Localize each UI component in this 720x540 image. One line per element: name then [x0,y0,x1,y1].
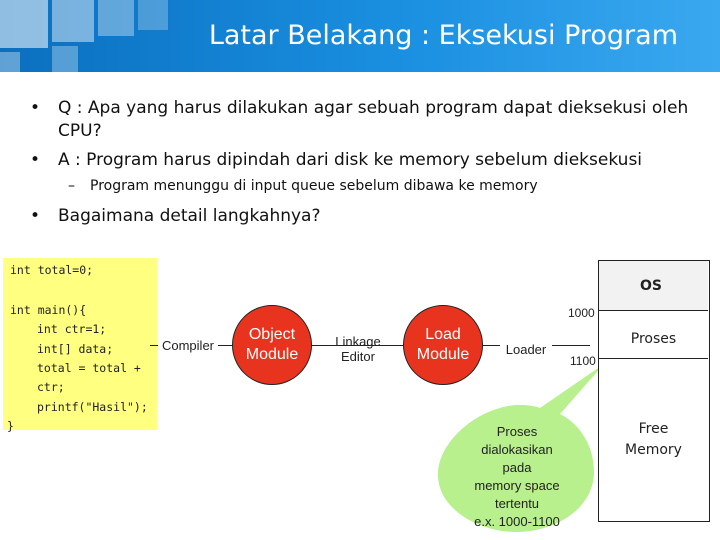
callout-line: e.x. 1000-1100 [474,514,560,529]
code-line: printf("Hasil"); [37,400,148,414]
bullet-answer-text: A : Program harus dipindah dari disk ke memory sebelum dieksekusi [58,150,643,170]
sub-bullet-text: Program menunggu di input queue sebelum dibawa ke memory [90,178,538,194]
slide-title: Latar Belakang : Eksekusi Program [208,20,678,51]
code-line: ctr; [37,380,65,394]
callout-line: tertentu [494,496,540,511]
callout-line: Proses [496,424,538,439]
free-label-2: Memory [625,442,682,458]
address-start-label: 1000 [568,306,595,320]
bullet-dot-icon: • [30,150,41,170]
code-line: int main(){ [10,303,87,317]
linkage-label-2: Editor [341,349,375,364]
code-line: total = total + [37,361,141,375]
memory-os-block: OS [599,261,708,311]
memory-diagram [598,260,710,522]
code-line: int ctr=1; [37,322,107,336]
loader-label: Loader [500,342,552,357]
code-line: } [7,419,14,433]
code-line: int[] data; [37,342,114,356]
callout-line: dialokasikan [481,442,553,457]
memory-proses-block: Proses [599,311,708,359]
object-module-label-1: Object [248,326,296,343]
dash-icon: – [68,178,75,194]
free-label-1: Free [638,421,669,437]
bullet-detail-text: Bagaimana detail langkahnya? [58,206,321,226]
linkage-label-1: Linkage [335,334,381,349]
code-line: int total=0; [10,263,94,277]
bullet-question-text: Q : Apa yang harus dilakukan agar sebuah program dapat dieksekusi oleh CPU? [58,98,689,141]
callout-line: memory space [474,478,560,493]
compiler-label: Compiler [158,338,218,353]
bullet-dot-icon: • [30,206,41,226]
callout-text [462,423,572,531]
load-module-label-1: Load [425,326,461,343]
address-end-label: 1100 [570,354,596,368]
bullet-dot-icon: • [30,98,41,118]
memory-free-block [599,419,708,461]
load-module-label-2: Module [416,346,470,363]
object-module-label-2: Module [245,346,299,363]
callout-line: pada [502,460,532,475]
